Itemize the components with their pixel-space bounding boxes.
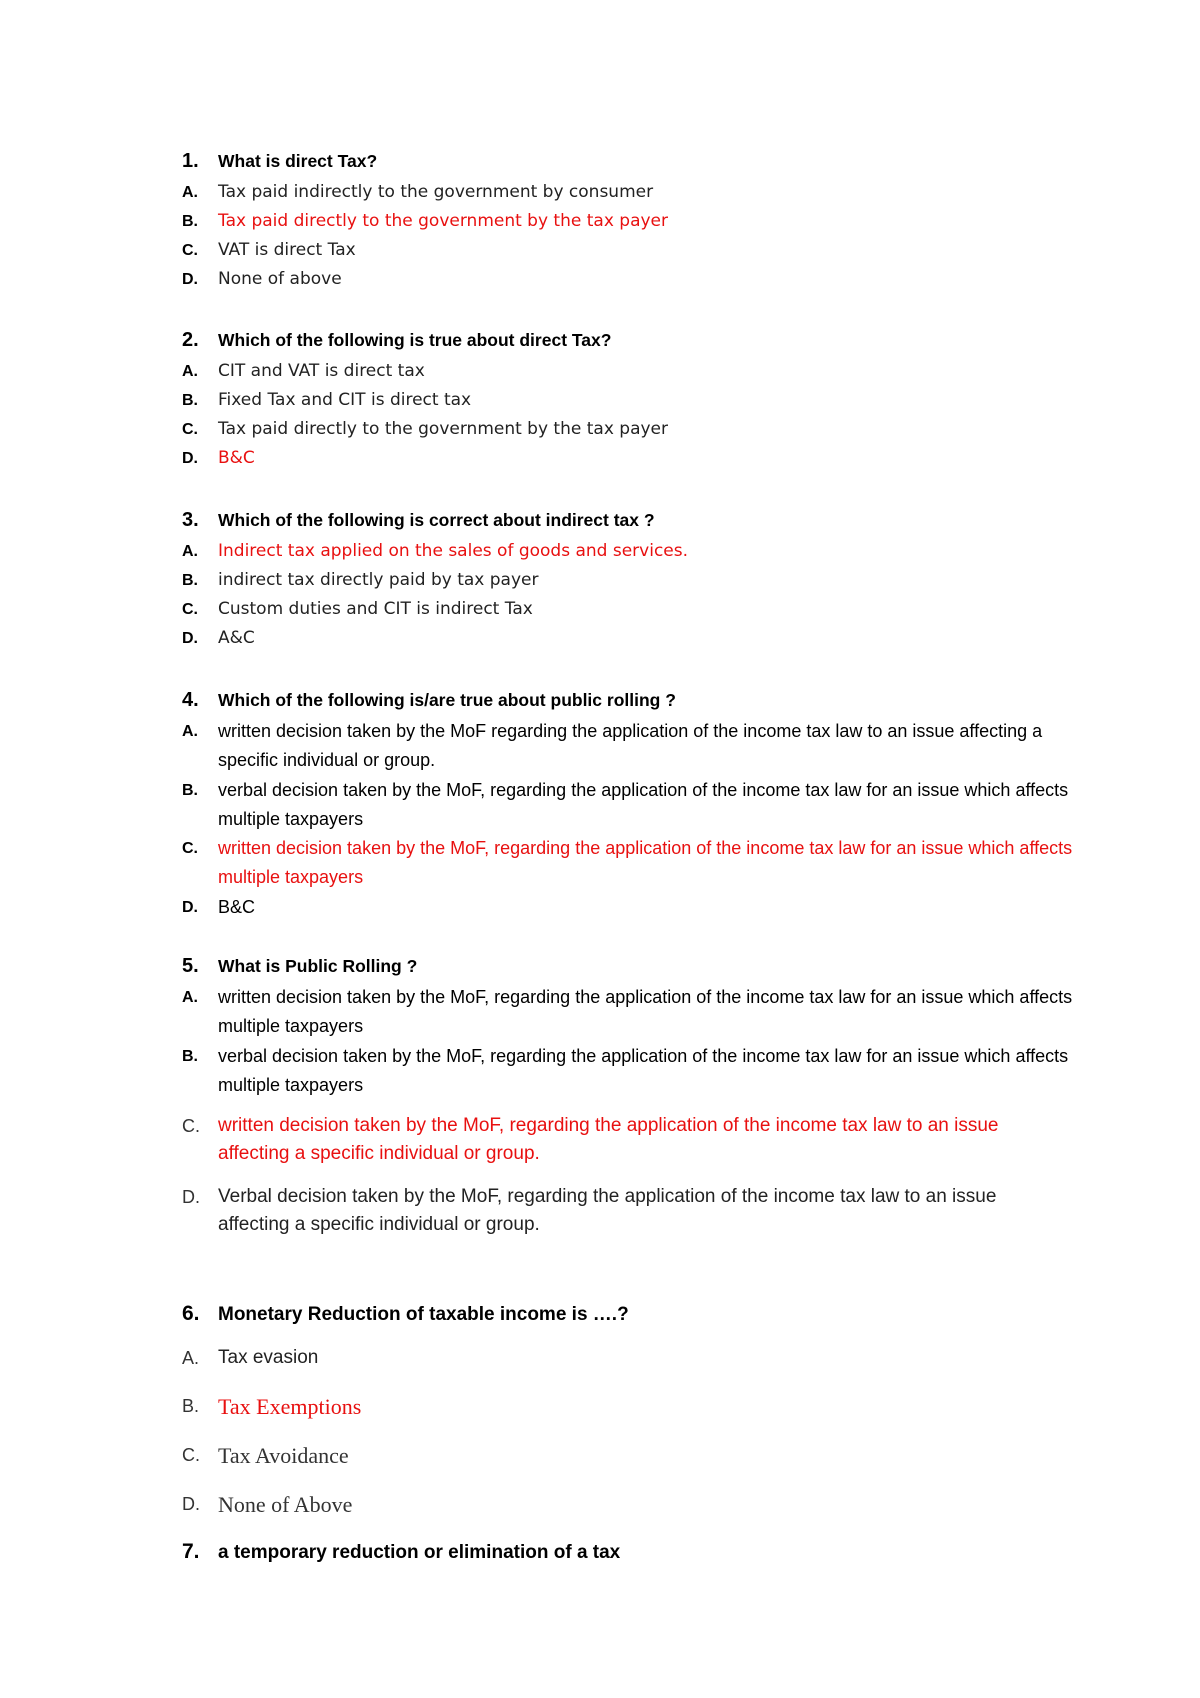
option-text: Tax paid indirectly to the government by consumer [218, 182, 654, 202]
option-letter: A. [182, 989, 198, 1006]
option-text: Tax Exemptions [218, 1394, 362, 1419]
option-letter: C. [182, 421, 198, 438]
option-letter: A. [182, 184, 198, 201]
option-4d [182, 893, 1082, 922]
question-number: 4. [182, 689, 199, 711]
question-number: 2. [182, 329, 199, 351]
question-2 [182, 329, 611, 352]
option-text: Tax paid directly to the government by the tax payer [218, 419, 669, 439]
question-number: 6. [182, 1302, 200, 1325]
option-letter: D. [182, 630, 198, 647]
option-5a [182, 983, 1082, 1041]
option-4c-correct [182, 834, 1082, 892]
option-6a [182, 1344, 1082, 1372]
option-letter: B. [182, 1396, 200, 1416]
option-text: indirect tax directly paid by tax payer [218, 570, 539, 590]
option-letter: A. [182, 723, 198, 740]
option-letter: D. [182, 271, 198, 288]
question-text: What is direct Tax? [218, 151, 378, 171]
question-3 [182, 509, 655, 532]
option-text: VAT is direct Tax [218, 240, 356, 260]
question-number: 1. [182, 150, 199, 172]
option-letter: D. [182, 899, 198, 916]
option-2c [182, 415, 1082, 444]
question-text: What is Public Rolling ? [218, 956, 418, 976]
option-6d [182, 1490, 1082, 1519]
option-text: None of Above [218, 1492, 353, 1517]
option-1a [182, 178, 1082, 207]
question-text: Which of the following is correct about indirect tax ? [218, 510, 655, 530]
question-text: a temporary reduction or elimination of a tax [218, 1542, 621, 1563]
option-4b [182, 776, 1082, 834]
option-text: Tax Avoidance [218, 1443, 349, 1468]
question-text: Which of the following is true about direct Tax? [218, 330, 612, 350]
option-3a-correct [182, 537, 1082, 566]
option-text: written decision taken by the MoF, regarding the application of the income tax law to an issue affecting a specific individual or group. [218, 1115, 999, 1164]
option-3d [182, 624, 1082, 653]
option-letter: C. [182, 1445, 200, 1465]
option-letter: C. [182, 242, 198, 259]
option-6c [182, 1441, 1082, 1470]
question-number: 7. [182, 1540, 200, 1563]
option-letter: B. [182, 1048, 198, 1065]
option-text: Custom duties and CIT is indirect Tax [218, 599, 533, 619]
option-text: written decision taken by the MoF, regarding the application of the income tax law for an issue which affects multiple taxpayers [218, 838, 1073, 887]
option-1b-correct [182, 207, 1082, 236]
option-1c [182, 236, 1082, 265]
option-letter: B. [182, 213, 198, 230]
option-letter: B. [182, 572, 198, 589]
option-text: written decision taken by the MoF, regarding the application of the income tax law for an issue which affects multiple taxpayers [218, 987, 1073, 1036]
option-2d-correct [182, 444, 1082, 473]
option-letter: B. [182, 392, 198, 409]
option-letter: D. [182, 1187, 200, 1207]
option-text: B&C [218, 448, 255, 468]
option-letter: A. [182, 543, 198, 560]
option-5c-correct [182, 1112, 1042, 1168]
question-number: 3. [182, 509, 199, 531]
option-5d [182, 1183, 1042, 1239]
question-4 [182, 689, 676, 712]
option-letter: A. [182, 1348, 200, 1368]
option-text: verbal decision taken by the MoF, regarding the application of the income tax law for an issue which affects multiple taxpayers [218, 780, 1069, 829]
option-text: Indirect tax applied on the sales of goods and services. [218, 541, 689, 561]
option-text: verbal decision taken by the MoF, regarding the application of the income tax law for an issue which affects multiple taxpayers [218, 1046, 1069, 1095]
option-letter: C. [182, 1116, 200, 1136]
option-text: written decision taken by the MoF regarding the application of the income tax law to an issue affecting a specific individual or group. [218, 721, 1043, 770]
question-6 [182, 1302, 629, 1326]
question-5 [182, 955, 417, 978]
option-4a [182, 717, 1082, 775]
option-letter: B. [182, 782, 198, 799]
option-text: Fixed Tax and CIT is direct tax [218, 390, 472, 410]
question-7 [182, 1540, 620, 1564]
option-6b-correct [182, 1392, 1082, 1421]
option-5b [182, 1042, 1082, 1100]
option-letter: D. [182, 1494, 200, 1514]
question-text: Monetary Reduction of taxable income is ….? [218, 1304, 629, 1325]
option-3b [182, 566, 1082, 595]
option-text: Tax paid directly to the government by the tax payer [218, 211, 669, 231]
option-3c [182, 595, 1082, 624]
option-text: CIT and VAT is direct tax [218, 361, 425, 381]
option-text: B&C [218, 897, 256, 917]
option-letter: D. [182, 450, 198, 467]
option-text: Verbal decision taken by the MoF, regarding the application of the income tax law to an issue affecting a specific individual or group. [218, 1186, 997, 1235]
question-text: Which of the following is/are true about public rolling ? [218, 690, 676, 710]
option-text: A&C [218, 628, 255, 648]
question-number: 5. [182, 955, 199, 977]
option-letter: A. [182, 363, 198, 380]
option-text: None of above [218, 269, 342, 289]
option-2b [182, 386, 1082, 415]
option-letter: C. [182, 601, 198, 618]
question-1 [182, 150, 377, 173]
option-letter: C. [182, 840, 198, 857]
option-2a [182, 357, 1082, 386]
option-1d [182, 265, 1082, 294]
option-text: Tax evasion [218, 1347, 319, 1368]
